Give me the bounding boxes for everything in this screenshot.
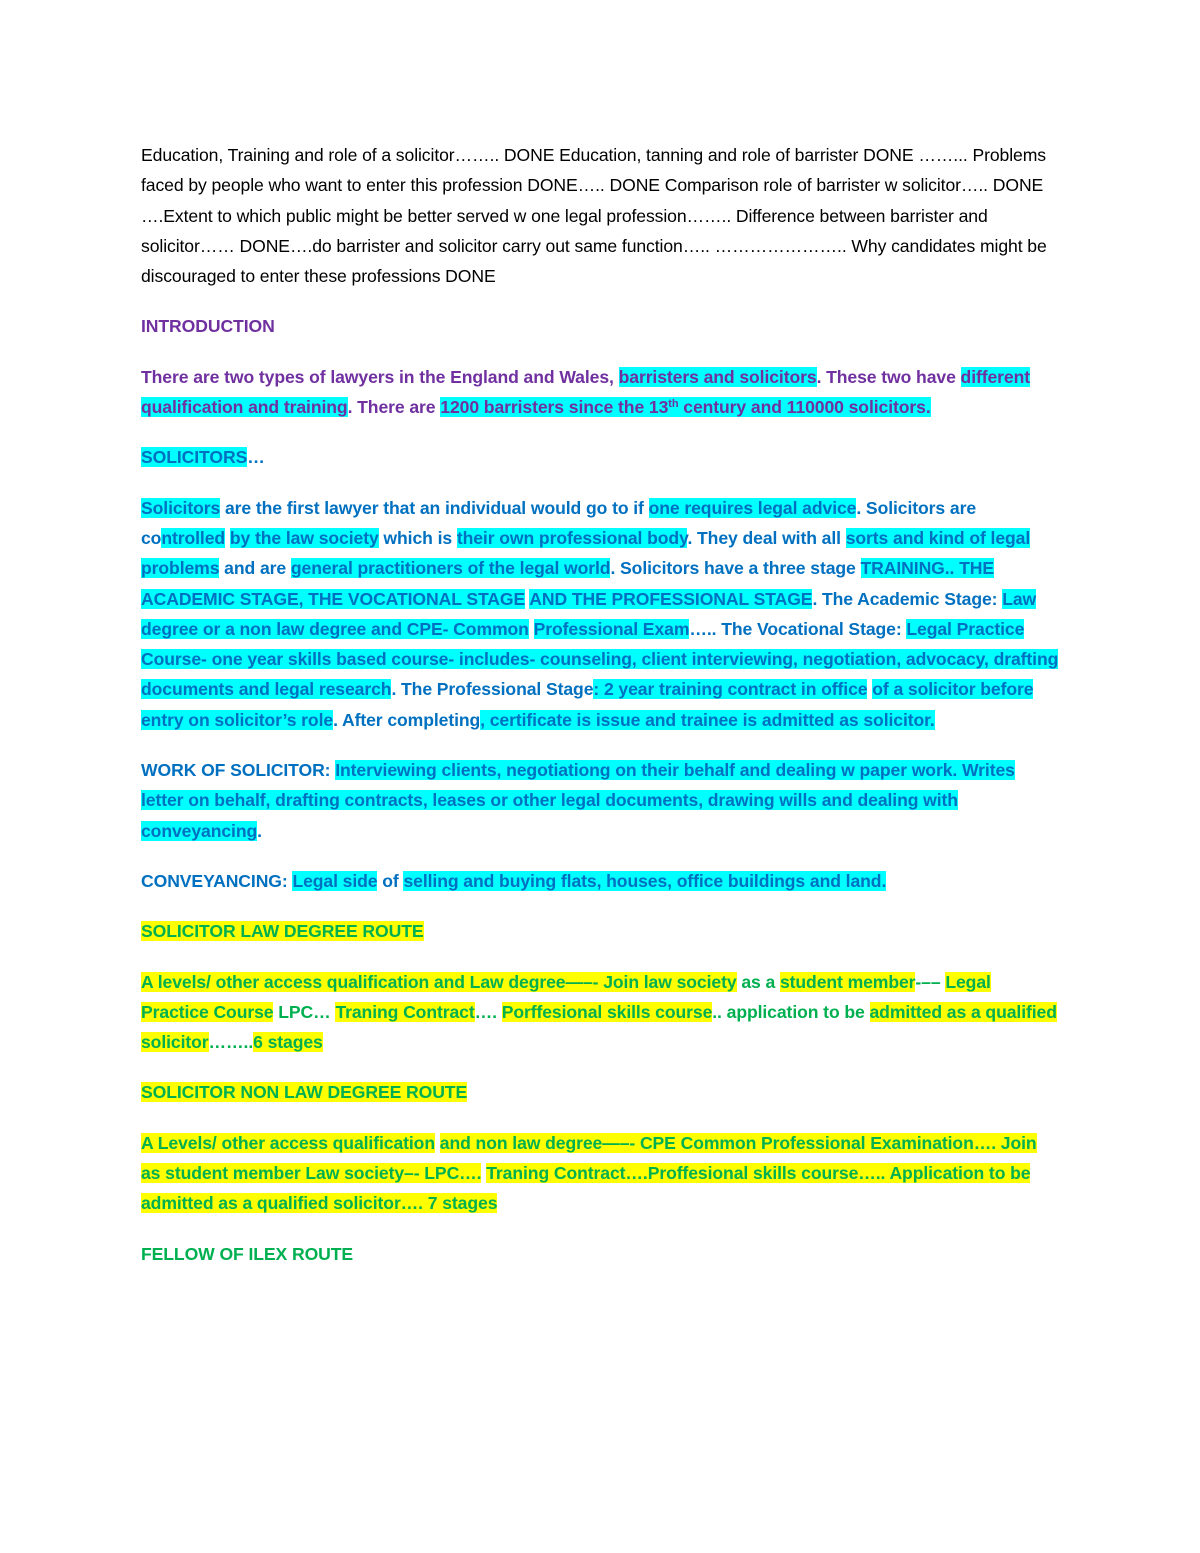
- intro-text-1: There are two types of lawyers in the England and Wales,: [141, 366, 619, 387]
- law-h1: A levels/ other access qualification and Law degree—–- Join law society: [141, 971, 737, 992]
- sol-h10: Law degree or a non law degree and CPE- Common: [141, 588, 1037, 639]
- law-h7: 6 stages: [253, 1032, 323, 1053]
- law-h5: Porffesional skills course: [501, 1001, 713, 1022]
- conv-h2: selling and buying flats, houses, office buildings and land.: [403, 870, 887, 891]
- sol-t14: . After completing: [333, 709, 481, 730]
- intro-highlight-3b: century: [678, 397, 747, 418]
- conv-h1: Legal side: [292, 870, 378, 891]
- law-route-heading: [141, 916, 1060, 946]
- sol-h14: of a solicitor before entry on solicitor’s role: [141, 679, 1034, 730]
- nonlaw-h3: Traning Contract….Proffesional skills course….. Application to be admitted as a qualified solicitor…. 7 stages: [141, 1163, 1031, 1214]
- law-route-paragraph: [141, 967, 1060, 1058]
- sol-t7: . Solicitors have a three stage: [610, 558, 861, 579]
- intro-note: Education, Training and role of a solicitor…….. DONE Education, tanning and role of barrister DONE ……... Problems faced by people who want to enter this profession DONE….. DONE Comparison role of barrister w solicitor….. DONE ….Extent to which public might be better served w one legal profession…….. Difference between barrister and solicitor…… DONE….do barrister and solicitor carry out same function….. ………………….. Why candidates might be discouraged to enter these professions DONE: [141, 145, 1047, 287]
- law-t1: as a: [736, 971, 780, 992]
- law-h3: Legal Practice Course: [141, 971, 991, 1022]
- sol-t12: . The Professional Stage: [391, 679, 594, 700]
- sol-h6: sorts and kind of legal problems: [141, 527, 1031, 579]
- law-h2: student member: [779, 971, 916, 992]
- non-law-route-heading-text: SOLICITOR NON LAW DEGREE ROUTE: [141, 1082, 468, 1103]
- work-text: .: [257, 820, 262, 841]
- solicitors-heading-suffix: …: [247, 447, 265, 468]
- sol-h9: AND THE PROFESSIONAL STAGE: [529, 588, 813, 609]
- sol-t9: . The Academic Stage:: [812, 588, 1003, 609]
- conveyancing-paragraph: [141, 866, 1060, 896]
- sol-h12: Legal Practice Course- one year skills based course- includes- counseling, client interviewing, negotiation, advocacy, drafting documents and legal research: [141, 618, 1059, 700]
- work-of-solicitor-paragraph: [141, 755, 1060, 846]
- introduction-heading: INTRODUCTION: [141, 316, 275, 337]
- intro-highlight-1: barristers and solicitors: [618, 366, 817, 387]
- nonlaw-h1: A Levels/ other access qualification: [141, 1132, 435, 1153]
- non-law-route-heading: [141, 1077, 1060, 1107]
- intro-highlight-3: [440, 397, 746, 417]
- sol-h13: : 2 year training contract in office: [593, 679, 868, 700]
- sol-h5: their own professional body: [456, 527, 688, 548]
- sol-h7: general practitioners of the legal world: [290, 558, 611, 579]
- sol-h4: by the law society: [229, 527, 379, 548]
- intro-highlight-2: different qualification and training: [141, 366, 1031, 418]
- sol-t5: . They deal with all: [687, 527, 846, 548]
- sol-h3: ntrolled: [161, 527, 226, 548]
- sol-t11: ….. The Vocational Stage:: [689, 618, 907, 639]
- non-law-route-paragraph: [141, 1128, 1060, 1219]
- ilex-route-heading: FELLOW OF ILEX ROUTE: [141, 1243, 354, 1264]
- sol-h2: one requires legal advice: [648, 497, 857, 518]
- law-t4: ….: [474, 1001, 502, 1022]
- sol-t6: and are: [219, 558, 291, 579]
- intro-highlight-3a: 1200 barristers since the 13: [440, 397, 669, 418]
- solicitors-heading: [141, 442, 1060, 472]
- law-h4: Traning Contract: [335, 1001, 475, 1022]
- law-t6: ……..: [208, 1032, 254, 1053]
- intro-text-2: . These two have: [816, 366, 961, 387]
- intro-highlight-4: and 110000 solicitors.: [746, 397, 931, 418]
- law-h6: admitted as a qualified solicitor: [141, 1001, 1057, 1053]
- sol-h15: , certificate is issue and trainee is admitted as solicitor.: [480, 709, 935, 730]
- law-t3: LPC…: [273, 1001, 336, 1022]
- sol-t1: are the first lawyer that an individual would go to if: [220, 497, 649, 518]
- sol-t2: . Solicitors are co: [141, 497, 977, 548]
- solicitors-paragraph: [141, 493, 1060, 735]
- conveyancing-label: CONVEYANCING:: [141, 870, 293, 891]
- introduction-paragraph: [141, 362, 1060, 423]
- sol-h11: Professional Exam: [533, 618, 690, 639]
- conv-t1: of: [377, 870, 404, 891]
- work-highlight: Interviewing clients, negotiationg on their behalf and dealing w paper work. Writes letter on behalf, drafting contracts, leases or other legal documents, drawing wills and dealing with conveyancing: [141, 760, 1015, 841]
- sol-h8: TRAINING.. THE ACADEMIC STAGE, THE VOCATIONAL STAGE: [141, 558, 995, 609]
- law-t2: -––: [915, 971, 946, 992]
- sol-h1: Solicitors: [141, 497, 221, 518]
- intro-text-3: . There are: [347, 397, 441, 418]
- intro-superscript: th: [668, 398, 679, 411]
- solicitors-heading-text: SOLICITORS: [141, 447, 248, 468]
- law-t5: .. application to be: [712, 1001, 870, 1022]
- law-route-heading-text: SOLICITOR LAW DEGREE ROUTE: [141, 921, 424, 942]
- sol-t4: which is: [378, 527, 457, 548]
- work-label: WORK OF SOLICITOR:: [141, 760, 336, 781]
- nonlaw-h2: and non law degree—–- CPE Common Professional Examination…. Join as student member Law society–- LPC….: [141, 1132, 1037, 1184]
- sol-t10: [529, 619, 534, 639]
